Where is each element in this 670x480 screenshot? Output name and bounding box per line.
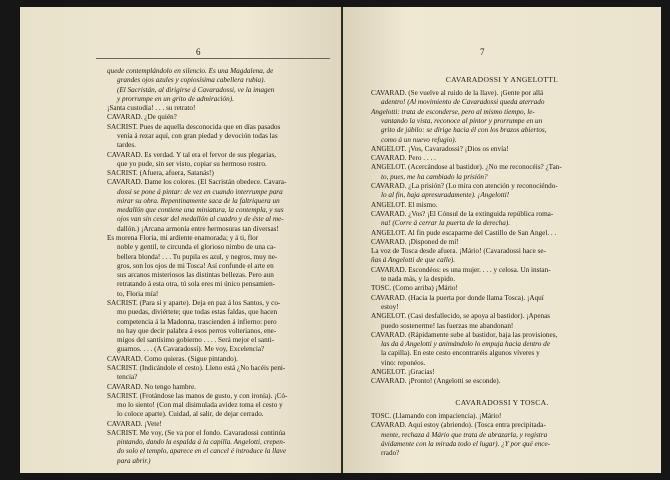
text-line: quede contemplándolo en silencio. Es una Magdalena, de (107, 67, 274, 75)
text-line: noble y gentil, te circunda el glorioso nimbo de una ca- (117, 243, 276, 252)
text-line: ANGELOT. (Casi desfallecido, se apoya al bastidor). ¡Apenas (371, 312, 551, 321)
text-line: to, Floria mía! (117, 289, 159, 298)
text-line: bellera blonda! . . . Tu pupila es azul, y negros, muy ne- (117, 252, 278, 261)
text-line: Angelotti: trata de esconderse, pero al mismo tiempo, le- (371, 107, 535, 116)
text-line: mente, rechaza á Mário que trata de abrazarla, y registra (381, 430, 548, 439)
text-line: mirar su obra. Repentinamente saca de la faltriquera un (117, 196, 280, 205)
text-line: CAVARAD. Es verdad. Y tal era el fervor de sus plegarias, (107, 150, 277, 159)
page-number-left: 6 (196, 47, 201, 57)
text-line: La voz de Tosca desde afuera. ¡Mário! (Cavaradossi hace se- (371, 247, 546, 256)
text-line: CAVARAD. ¿Vos? ¡El Cónsul de la extinguida república roma- (371, 209, 554, 218)
text-line: como á un nuevo refugio). (381, 135, 457, 144)
text-line: guarnos. . . . (A Cavaradossi). Me voy, Excelencia? (117, 345, 265, 354)
text-line: ANGELOT. El mismo. (371, 200, 438, 209)
text-line: sus arcanos misteriosos las distintas bellezas. Pero aun (117, 271, 274, 280)
text-line: grito de júbilo: se dirige hacia él con los brazos abiertos, (381, 126, 547, 135)
text-line: rrado? (381, 449, 400, 458)
text-line: (El Sacristán, al dirigirse á Cavaradossi, ve la imagen (117, 85, 275, 94)
text-line: ANGELOT. (Acercándose al bastidor). ¿No me reconocéis? ¿Tan- (371, 163, 562, 172)
text-line: dossi se pone á pintar: de vez en cuando interrumpe para (117, 187, 283, 196)
text-line: ñas á Angelotti de que calle). (371, 256, 456, 265)
text-line: SACRIST. Me voy, (Se va por el fondo. Cavaradossi continúa (107, 428, 286, 437)
text-line: lo al fin, baja apresuradamente). ¡Angelotti! (381, 191, 510, 200)
right-page (343, 7, 661, 473)
text-line: no hay que decir palabra á esos perros volterianos, ene- (117, 326, 277, 335)
text-line: CAVARAD. Como quieras. (Sigue pintando). (107, 354, 238, 363)
text-line: ojos van sin cesar del medallón al cuadro y de éste al me- (117, 215, 284, 224)
text-line: CAVARAD. No tengo hambre. (107, 382, 196, 391)
text-line: CAVARAD. Pero . . . . (371, 154, 436, 163)
text-line: CAVARAD. ¿La prisión? (Lo mira con atención y reconociéndo- (371, 182, 558, 190)
text-line: vino: reponéos. (381, 358, 426, 367)
text-line: to, pues, me ha cambiado la prisión? (381, 172, 488, 181)
text-line: adentro! (Al movimiento de Cavaradossi queda aterrado (381, 98, 545, 107)
text-line: medallón que contiene una miniatura, la contempla, y sus (117, 206, 284, 215)
text-line: vantando la vista, reconoce al pintor y prorrumpe en un (381, 116, 543, 125)
text-line: CAVARAD. (Rápidamente sube al bastidor, baja las provisiones, (371, 330, 558, 339)
text-line: ANGELOT. ¡Gracias! (371, 368, 435, 376)
text-line: para abrir.) (117, 456, 151, 465)
text-line: lo coloce aparte). Cuidad, al salir, de dejar cerrado. (117, 410, 264, 419)
text-line: tardes. (117, 141, 136, 150)
header-rule (96, 58, 330, 59)
text-line: venía á rezar aquí, con gran piedad y devoción todas las (117, 131, 278, 140)
text-line: CAVARAD. ¡Pronto! (Angelotti se esconde). (371, 377, 501, 386)
text-line: te nada más, y la despido. (381, 275, 456, 283)
text-line: migos del santísimo gobierno . . . . Será mejor el santi- (117, 336, 275, 345)
text-line: TOSC. (Llamando con impaciencia). ¡Mário! (371, 412, 502, 420)
text-line: y prorrumpe en un grito de admiración). (117, 94, 234, 103)
text-line: las da á Angelotti y animándolo lo empuja hacia dentro de (381, 340, 550, 349)
text-line: Es morena Floria, mi ardiente enamorada; y á ti, flor (107, 234, 259, 243)
left-page (20, 7, 341, 473)
text-line: ¡Santa custodia! . . . su retrato! (107, 104, 196, 113)
text-line: SACRIST. (Afuera, afuera, Satanás!) (107, 169, 214, 178)
text-line: na! (Corre á cerrar la puerta de la derecha). (381, 219, 511, 228)
text-line: do solo el templo, aparece en el cancel é introduce la llave (117, 447, 287, 456)
text-line: CAVARAD. ¡Vete! (107, 419, 162, 428)
text-line: puedo sostenerme! las fuerzas me abandonan! (381, 321, 514, 330)
text-line: SACRIST. (Para sí y aparte). Deja en paz á los Santos, y co- (107, 299, 281, 307)
text-line: CAVARAD. (Hacia la puerta por donde llama Tosca). ¡Aquí (371, 293, 544, 302)
text-line: ANGELOT. ¡Vos, Cavaradossi? ¡Dios os envía! (371, 144, 509, 153)
text-line: mo lo siento! (Con mal disimulada avidez toma el cesto y (117, 401, 283, 410)
text-line: ávidamente con la mirada todo el lugar). ¿Y por qué ence- (381, 439, 551, 448)
text-line: CAVARAD. Aquí estoy (abriendo). (Tosca entra precipitada- (371, 421, 546, 430)
text-line: CAVARAD. (Se vuelve al ruido de la llave). ¡Gente por allá (371, 89, 544, 97)
text-line: CAVARAD. ¿De quién? (107, 113, 177, 122)
text-line: CAVARAD. Escondéos: es una mujer. . . . y celosa. Un instan- (371, 265, 551, 274)
text-line: dallón.) ¡Arcana armonía entre hermosuras tan diversas! (117, 224, 279, 233)
text-line: SACRIST. (Indicándole el cesto). Lleno está ¿No hacéis peni- (107, 363, 286, 372)
text-line: CAVARAD. Dame los colores. (El Sacristán obedece. Cavara- (107, 178, 287, 187)
text-line: ANGELOT. Al fin pude escaparme del Castillo de San Angel. . . (371, 228, 557, 237)
text-line: gros, son los ojos de mi Tosca! Así confunde el arte en (117, 261, 274, 270)
text-line: tencia? (117, 373, 138, 382)
text-line: SACRIST. Pues de aquella desconocida que en días pasados (107, 122, 281, 131)
text-line: que yo pude, sin ser visto, copiar su hermoso rostro. (117, 159, 267, 168)
text-line: estoy! (381, 302, 399, 311)
page-number-right: 7 (480, 47, 485, 57)
text-line: competencia á la Madonna, trascienden á infierno: pero (117, 317, 277, 326)
text-line: retratando á esta otra, tú sola eres mi único pensamien- (117, 280, 276, 289)
text-line: mo puedas, diviértete; que todas estas faldas, que hacen (117, 308, 278, 317)
scene-heading-2: CAVARADOSSI Y TOSCA. (455, 398, 549, 407)
text-line: TOSC. (Como arriba) ¡Mário! (371, 284, 458, 293)
scene-heading-1: CAVARADOSSI Y ANGELOTTI. (445, 75, 559, 84)
text-line: pintando, dando la espalda á la capilla. Angelotti, crepen- (117, 438, 286, 447)
text-line: grandes ojos azules y copiosísima cabellera rubia). (117, 76, 266, 85)
text-line: CAVARAD. ¡Disponed de mí! (371, 237, 459, 246)
text-line: SACRIST. (Frotándose las manos de gusto, y con ironía). ¡Có- (107, 391, 288, 400)
text-line: la capilla). En este cesto encontraréis algunos víveres y (381, 349, 540, 358)
